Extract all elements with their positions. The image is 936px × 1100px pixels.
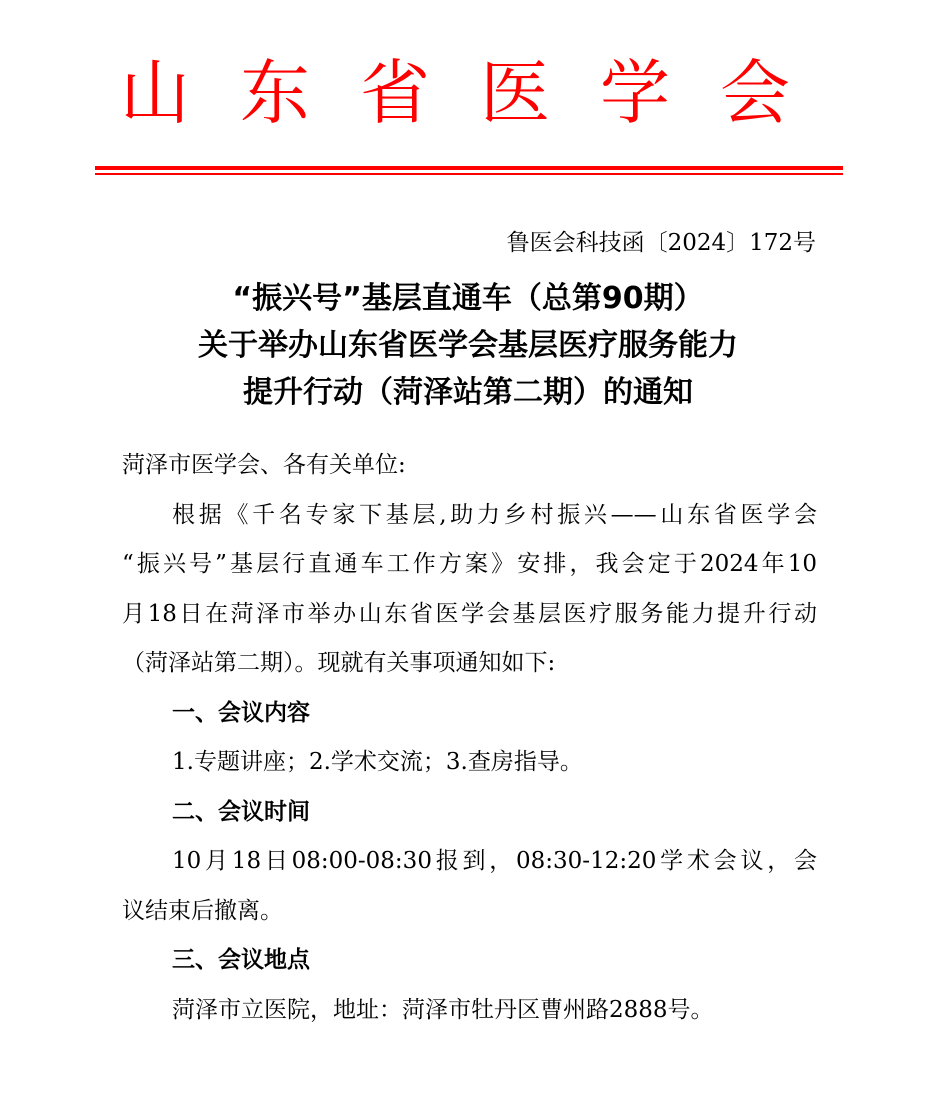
intro-line: （菏泽站第二期）。现就有关事项通知如下: bbox=[122, 650, 556, 676]
intro-line: 月18日在菏泽市举办山东省医学会基层医疗服务能力提升行动 bbox=[122, 600, 817, 627]
letterhead-char: 山 bbox=[120, 52, 190, 134]
section-text: 10月18日08:00-08:30报到，08:30-12:20学术会议，会 bbox=[172, 848, 817, 874]
document-body bbox=[122, 445, 817, 1039]
title-line: 关于举办山东省医学会基层医疗服务能力 bbox=[198, 328, 738, 363]
org-letterhead bbox=[120, 48, 790, 138]
letterhead-rule-thick bbox=[95, 166, 843, 170]
section-text: 议结束后撤离。 bbox=[122, 897, 283, 924]
letterhead-char: 省 bbox=[360, 52, 430, 134]
section-text: 1.专题讲座；2.学术交流；3.查房指导。 bbox=[172, 749, 583, 775]
intro-line: 根据《千名专家下基层,助力乡村振兴——山东省医学会 bbox=[172, 501, 817, 528]
letterhead-char: 会 bbox=[720, 52, 790, 134]
section-heading: 二、会议时间 bbox=[172, 798, 310, 825]
letterhead-char: 医 bbox=[480, 52, 550, 134]
intro-line: “振兴号”基层行直通车工作方案》安排，我会定于2024年10 bbox=[122, 551, 817, 577]
letterhead-char: 学 bbox=[600, 52, 670, 134]
section-text: 菏泽市立医院，地址：菏泽市牡丹区曹州路2888号。 bbox=[172, 996, 714, 1023]
letterhead-char: 东 bbox=[240, 52, 310, 134]
section-heading: 一、会议内容 bbox=[172, 699, 310, 726]
document-title bbox=[0, 275, 936, 416]
title-line: “振兴号”基层直通车（总第90期） bbox=[232, 281, 704, 316]
salutation: 菏泽市医学会、各有关单位: bbox=[122, 452, 406, 478]
section-heading: 三、会议地点 bbox=[172, 947, 310, 973]
title-line: 提升行动（菏泽站第二期）的通知 bbox=[243, 375, 693, 410]
document-number: 鲁医会科技函〔2024〕172号 bbox=[506, 230, 816, 256]
letterhead-rule-thin bbox=[95, 173, 843, 175]
